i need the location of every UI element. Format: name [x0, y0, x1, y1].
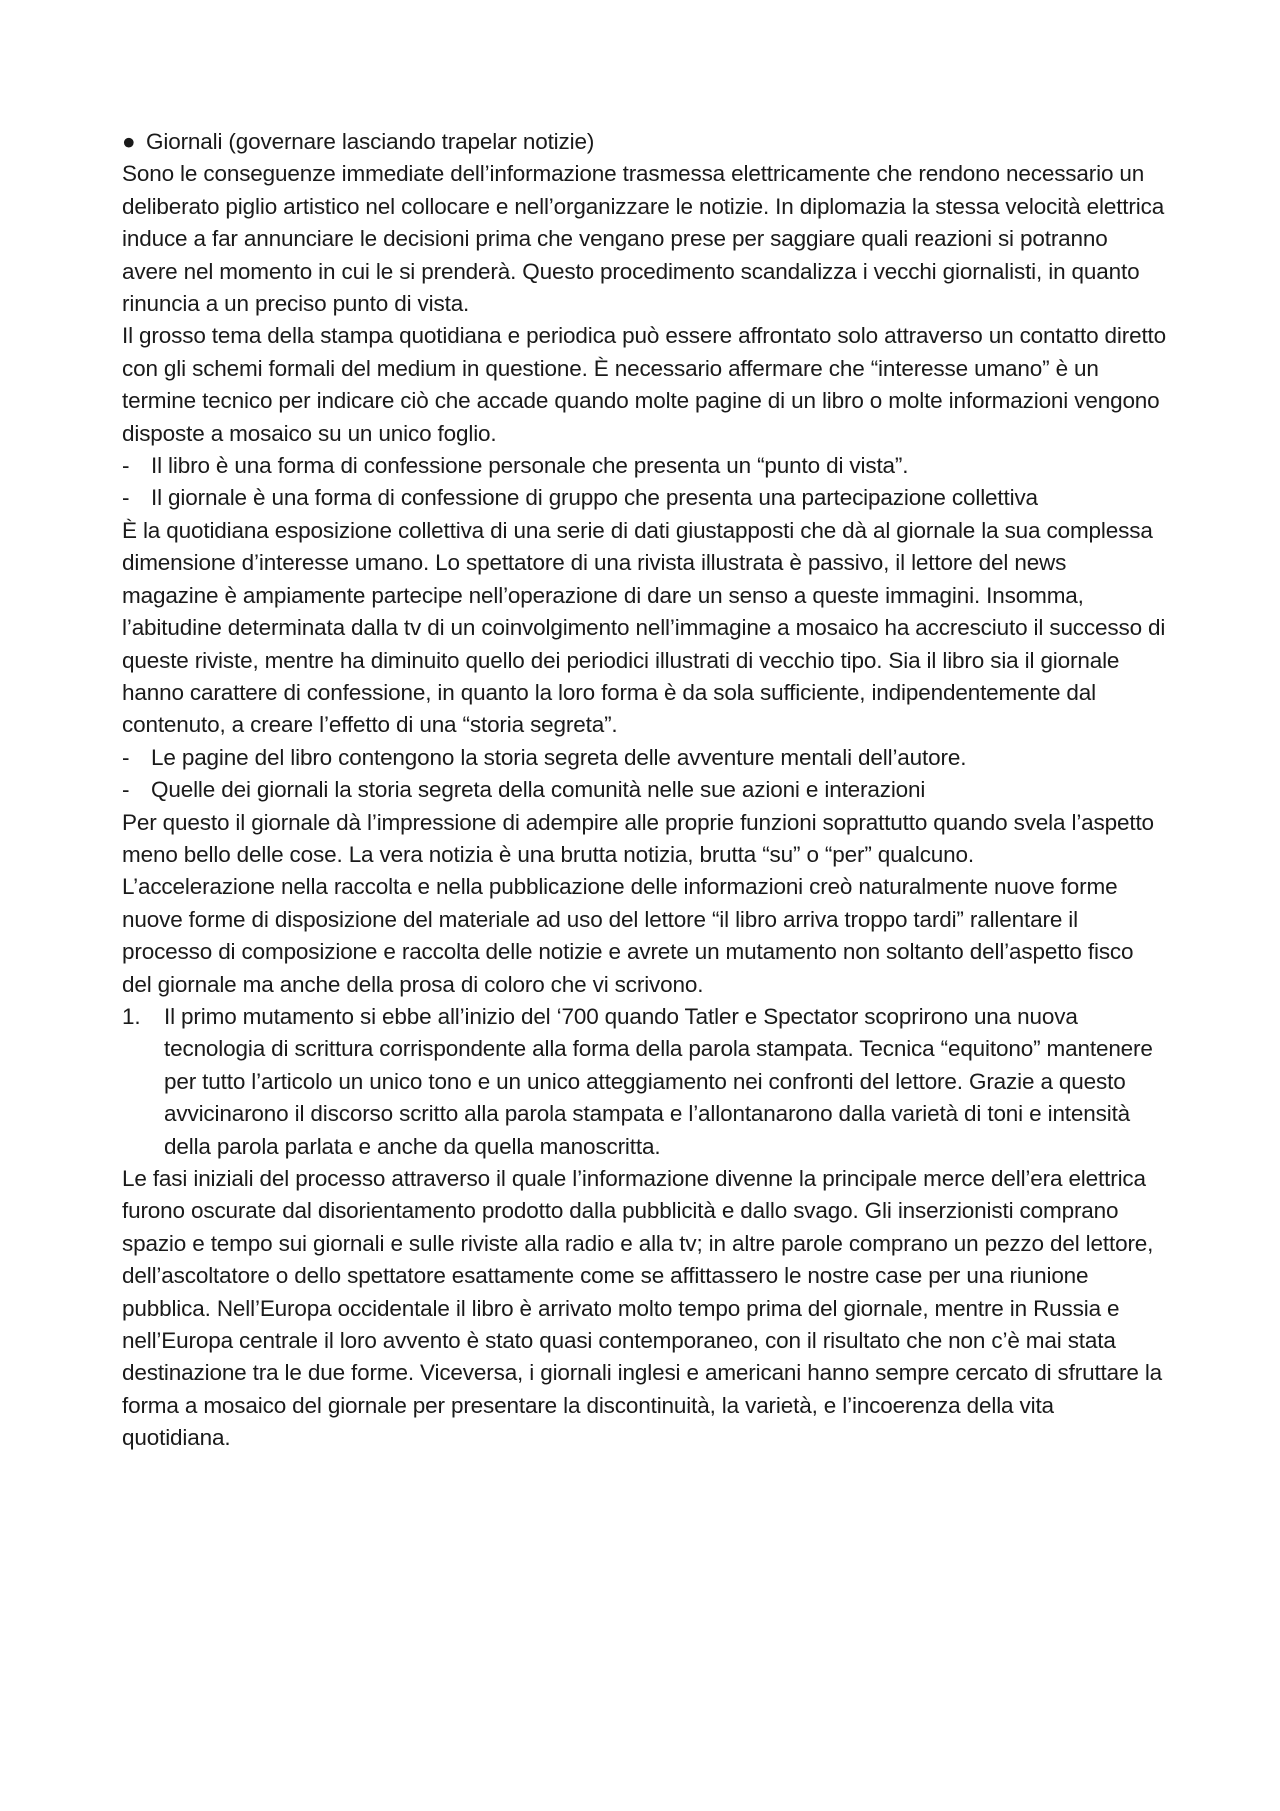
dash-marker: - [122, 744, 130, 770]
heading-text: Giornali (governare lasciando trapelar notizie) [146, 129, 595, 154]
document-body [122, 126, 1167, 1455]
bullet-dot-icon: ● [122, 129, 136, 154]
number-marker: 1. [122, 1003, 141, 1029]
paragraph-6: Le fasi iniziali del processo attraverso il quale l’informazione divenne la principale merce dell’era elettrica furono oscurate dal disorientamento prodotto dalla pubblicità e dallo svago. Gli inserzionisti comprano spazio e tempo sui giornali e sulle riviste alla radio e alla tv; in altre parole comprano un pezzo del lettore, dell’ascoltatore o dello spettatore esattamente come se affittassero le nostre case per una riunione pubblica. Nell’Europa occidentale il libro è arrivato molto tempo prima del giornale, mentre in Russia e nell’Europa centrale il loro avvento è stato quasi contemporaneo, con il risultato che non c’è mai stata destinazione tra le due forme. Viceversa, i giornali inglesi e americani hanno sempre cercato di sfruttare la forma a mosaico del giornale per presentare la discontinuità, la varietà, e l’incoerenza della vita quotidiana. [122, 1166, 1163, 1451]
numbered-list-item [122, 1001, 1167, 1163]
dash-item-text: Le pagine del libro contengono la storia segreta delle avventure mentali dell’autore. [151, 744, 967, 770]
section-heading [122, 126, 1167, 158]
dash-list-item [122, 774, 1167, 806]
dash-marker: - [122, 453, 130, 479]
dash-list-item [122, 742, 1167, 774]
dash-item-text: Il giornale è una forma di confessione di gruppo che presenta una partecipazione collettiva [151, 485, 1038, 511]
paragraph-1: Sono le conseguenze immediate dell’informazione trasmessa elettricamente che rendono necessario un deliberato piglio artistico nel collocare e nell’organizzare le notizie. In diplomazia la stessa velocità elettrica induce a far annunciare le decisioni prima che vengano prese per saggiare quali reazioni si potranno avere nel momento in cui le si prenderà. Questo procedimento scandalizza i vecchi giornalisti, in quanto rinuncia a un preciso punto di vista. [122, 161, 1165, 317]
paragraph-5: L’accelerazione nella raccolta e nella pubblicazione delle informazioni creò naturalmente nuove forme nuove forme di disposizione del materiale ad uso del lettore “il libro arriva troppo tardi” rallentare il processo di composizione e raccolta delle notizie e avrete un mutamento non soltanto dell’aspetto fisco del giornale ma anche della prosa di coloro che vi scrivono. [122, 874, 1134, 997]
dash-list-item [122, 450, 1167, 482]
paragraph-3: È la quotidiana esposizione collettiva di una serie di dati giustapposti che dà al giornale la sua complessa dimensione d’interesse umano. Lo spettatore di una rivista illustrata è passivo, il lettore del news magazine è ampiamente partecipe nell’operazione di dare un senso a queste immagini. Insomma, l’abitudine determinata dalla tv di un coinvolgimento nell’immagine a mosaico ha accresciuto il successo di queste riviste, mentre ha diminuito quello dei periodici illustrati di vecchio tipo. Sia il libro sia il giornale hanno carattere di confessione, in quanto la loro forma è da sola sufficiente, indipendentemente dal contenuto, a creare l’effetto di una “storia segreta”. [122, 517, 1166, 738]
numbered-item-text: Il primo mutamento si ebbe all’inizio del ‘700 quando Tatler e Spectator scoprirono una nuova tecnologia di scrittura corrispondente alla forma della parola stampata. Tecnica “equitono” mantenere per tutto l’articolo un unico tono e un unico atteggiamento nei confronti del lettore. Grazie a questo avvicinarono il discorso scritto alla parola stampata e l’allontanarono dalla varietà di toni e intensità della parola parlata e anche da quella manoscritta. [164, 1003, 1153, 1159]
dash-marker: - [122, 485, 130, 511]
dash-item-text: Quelle dei giornali la storia segreta della comunità nelle sue azioni e interazioni [151, 777, 926, 803]
paragraph-4: Per questo il giornale dà l’impressione di adempire alle proprie funzioni soprattutto quando svela l’aspetto meno bello delle cose. La vera notizia è una brutta notizia, brutta “su” o “per” qualcuno. [122, 809, 1154, 867]
dash-marker: - [122, 777, 130, 803]
paragraph-2: Il grosso tema della stampa quotidiana e periodica può essere affrontato solo attraverso un contatto diretto con gli schemi formali del medium in questione. È necessario affermare che “interesse umano” è un termine tecnico per indicare ciò che accade quando molte pagine di un libro o molte informazioni vengono disposte a mosaico su un unico foglio. [122, 323, 1167, 446]
dash-list-item [122, 482, 1167, 514]
dash-item-text: Il libro è una forma di confessione personale che presenta un “punto di vista”. [151, 453, 909, 479]
